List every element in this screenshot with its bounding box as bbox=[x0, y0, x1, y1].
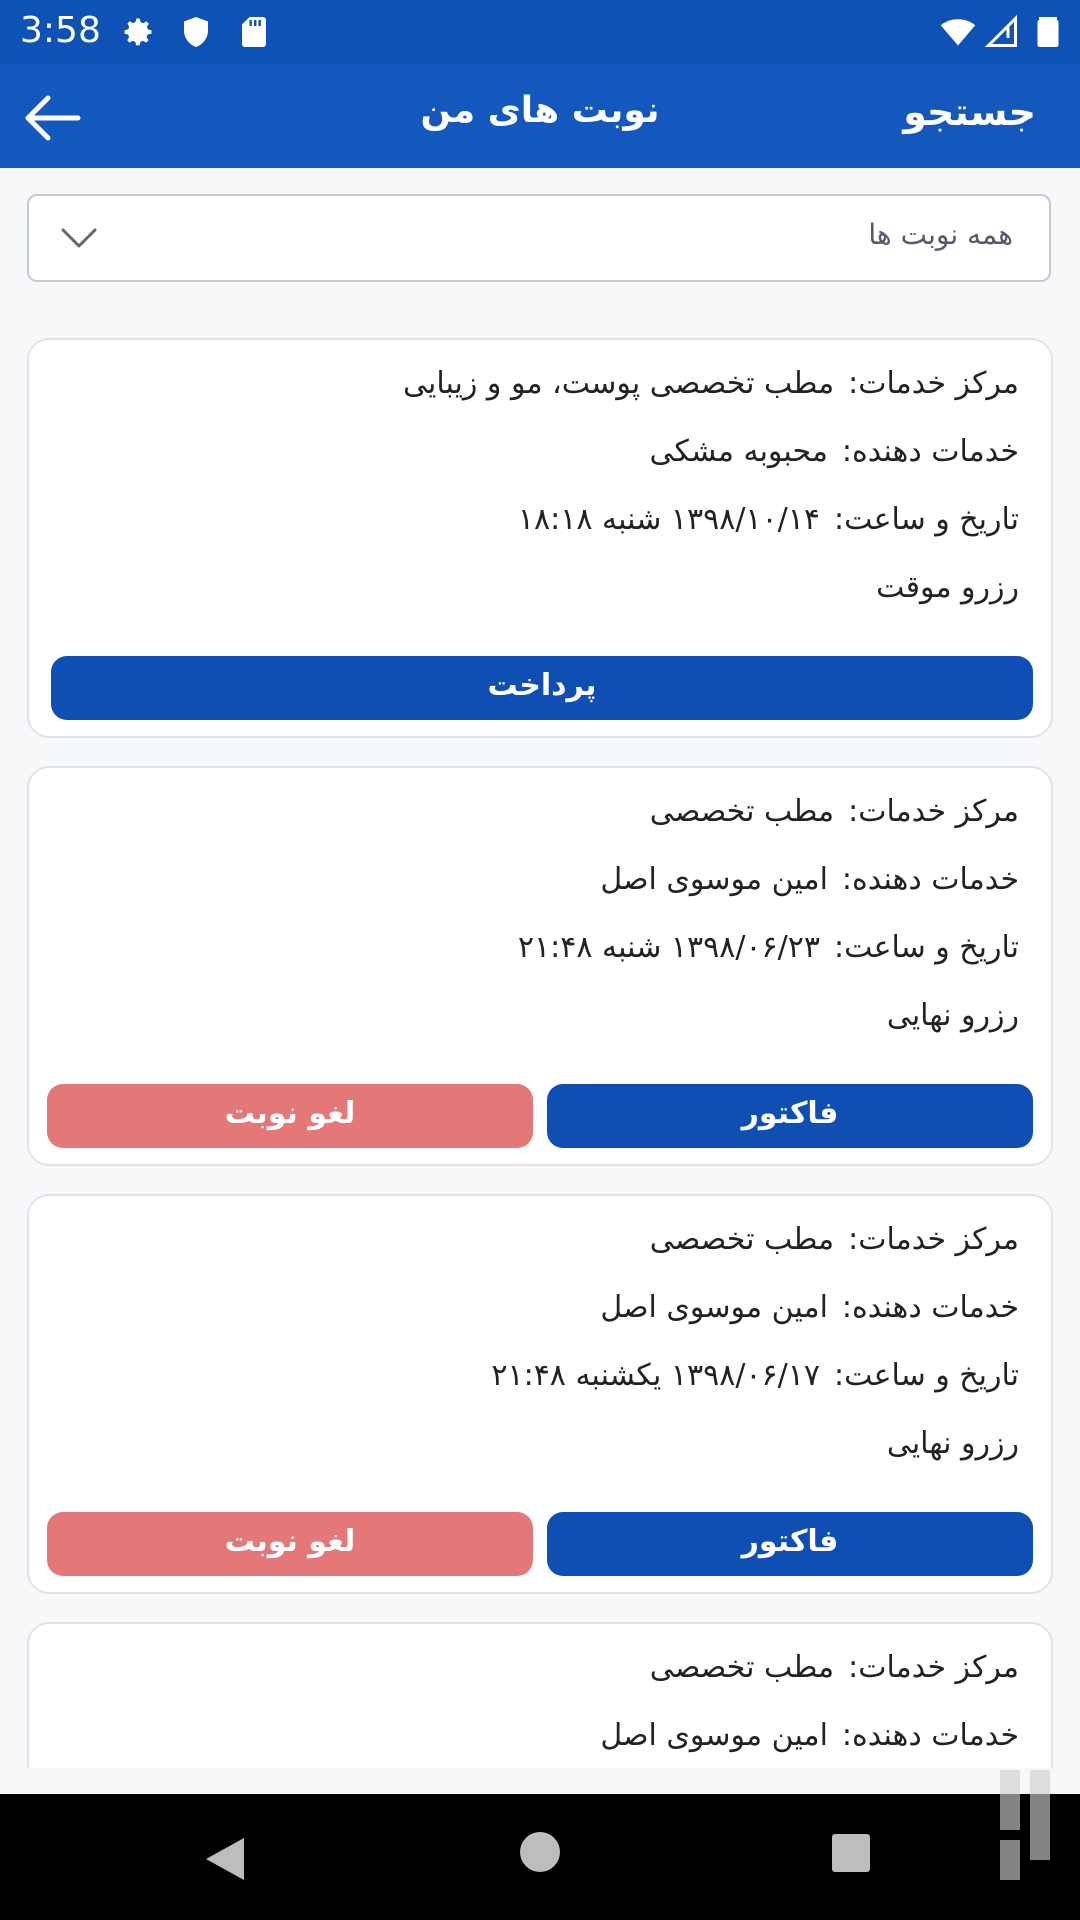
center-row bbox=[650, 1222, 1019, 1257]
datetime-value: ۱۳۹۸/۰۶/۱۷ یکشنبه ۲۱:۴۸ bbox=[491, 1358, 820, 1393]
center-label: مرکز خدمات: bbox=[848, 1650, 1019, 1685]
appointment-card bbox=[27, 766, 1053, 1166]
datetime-row bbox=[518, 930, 1019, 965]
page-title: نوبت های من bbox=[420, 90, 660, 131]
provider-row bbox=[600, 1718, 1019, 1753]
provider-value: محبوبه مشکی bbox=[649, 434, 828, 469]
center-value: مطب تخصصی bbox=[649, 794, 835, 829]
provider-value: امین موسوی اصل bbox=[600, 1290, 828, 1325]
appointment-filter-select[interactable] bbox=[27, 194, 1051, 282]
center-value: مطب تخصصی bbox=[649, 1650, 835, 1685]
sd-card-icon bbox=[236, 14, 272, 50]
center-label: مرکز خدمات: bbox=[848, 794, 1019, 829]
center-value: مطب تخصصی پوست، مو و زیبایی bbox=[403, 366, 835, 401]
center-row bbox=[650, 1650, 1019, 1685]
cancel-appointment-button[interactable]: لغو نوبت bbox=[47, 1512, 533, 1576]
provider-value: امین موسوی اصل bbox=[600, 1718, 828, 1753]
invoice-button[interactable]: فاکتور bbox=[547, 1084, 1033, 1148]
center-value: مطب تخصصی bbox=[649, 1222, 835, 1257]
provider-label: خدمات دهنده: bbox=[841, 1290, 1019, 1325]
settings-icon bbox=[120, 14, 156, 50]
center-label: مرکز خدمات: bbox=[848, 1222, 1019, 1257]
pay-button[interactable]: پرداخت bbox=[51, 656, 1033, 720]
appointment-card bbox=[27, 338, 1053, 738]
shield-icon bbox=[178, 14, 214, 50]
datetime-value: ۱۳۹۸/۱۰/۱۴ شنبه ۱۸:۱۸ bbox=[517, 502, 820, 537]
system-nav-bar bbox=[0, 1794, 1080, 1920]
back-arrow-icon[interactable] bbox=[22, 92, 82, 144]
datetime-label: تاریخ و ساعت: bbox=[834, 930, 1019, 965]
appointment-card bbox=[27, 1194, 1053, 1594]
status-bar bbox=[0, 0, 1080, 64]
provider-label: خدمات دهنده: bbox=[841, 434, 1019, 469]
datetime-label: تاریخ و ساعت: bbox=[834, 1358, 1019, 1393]
provider-label: خدمات دهنده: bbox=[841, 862, 1019, 897]
chevron-down-icon bbox=[59, 220, 99, 254]
signal-icon bbox=[984, 14, 1020, 50]
datetime-label: تاریخ و ساعت: bbox=[834, 502, 1019, 537]
appointment-card bbox=[27, 1622, 1053, 1768]
wifi-icon bbox=[940, 14, 976, 50]
provider-row bbox=[650, 434, 1019, 469]
provider-value: امین موسوی اصل bbox=[600, 862, 828, 897]
status-time: 3:58 bbox=[20, 10, 101, 51]
status-text: رزرو نهایی bbox=[886, 1426, 1019, 1461]
app-bar bbox=[0, 64, 1080, 168]
status-text: رزرو نهایی bbox=[886, 998, 1019, 1033]
center-row bbox=[403, 366, 1019, 401]
nav-recents-icon[interactable] bbox=[832, 1834, 870, 1872]
battery-icon bbox=[1030, 14, 1066, 50]
filter-selected-value: همه نوبت ها bbox=[868, 218, 1013, 251]
datetime-value: ۱۳۹۸/۰۶/۲۳ شنبه ۲۱:۴۸ bbox=[517, 930, 820, 965]
datetime-row bbox=[491, 1358, 1019, 1393]
nav-home-icon[interactable] bbox=[520, 1832, 560, 1872]
status-text: رزرو موقت bbox=[876, 570, 1019, 605]
center-row bbox=[650, 794, 1019, 829]
search-button[interactable]: جستجو bbox=[903, 90, 1036, 134]
nav-back-icon[interactable] bbox=[200, 1834, 250, 1884]
datetime-row bbox=[518, 502, 1019, 537]
provider-label: خدمات دهنده: bbox=[841, 1718, 1019, 1753]
cancel-appointment-button[interactable]: لغو نوبت bbox=[47, 1084, 533, 1148]
appointment-list[interactable] bbox=[0, 330, 1080, 1768]
center-label: مرکز خدمات: bbox=[848, 366, 1019, 401]
provider-row bbox=[600, 862, 1019, 897]
invoice-button[interactable]: فاکتور bbox=[547, 1512, 1033, 1576]
store-watermark-icon bbox=[980, 1760, 1070, 1910]
provider-row bbox=[600, 1290, 1019, 1325]
